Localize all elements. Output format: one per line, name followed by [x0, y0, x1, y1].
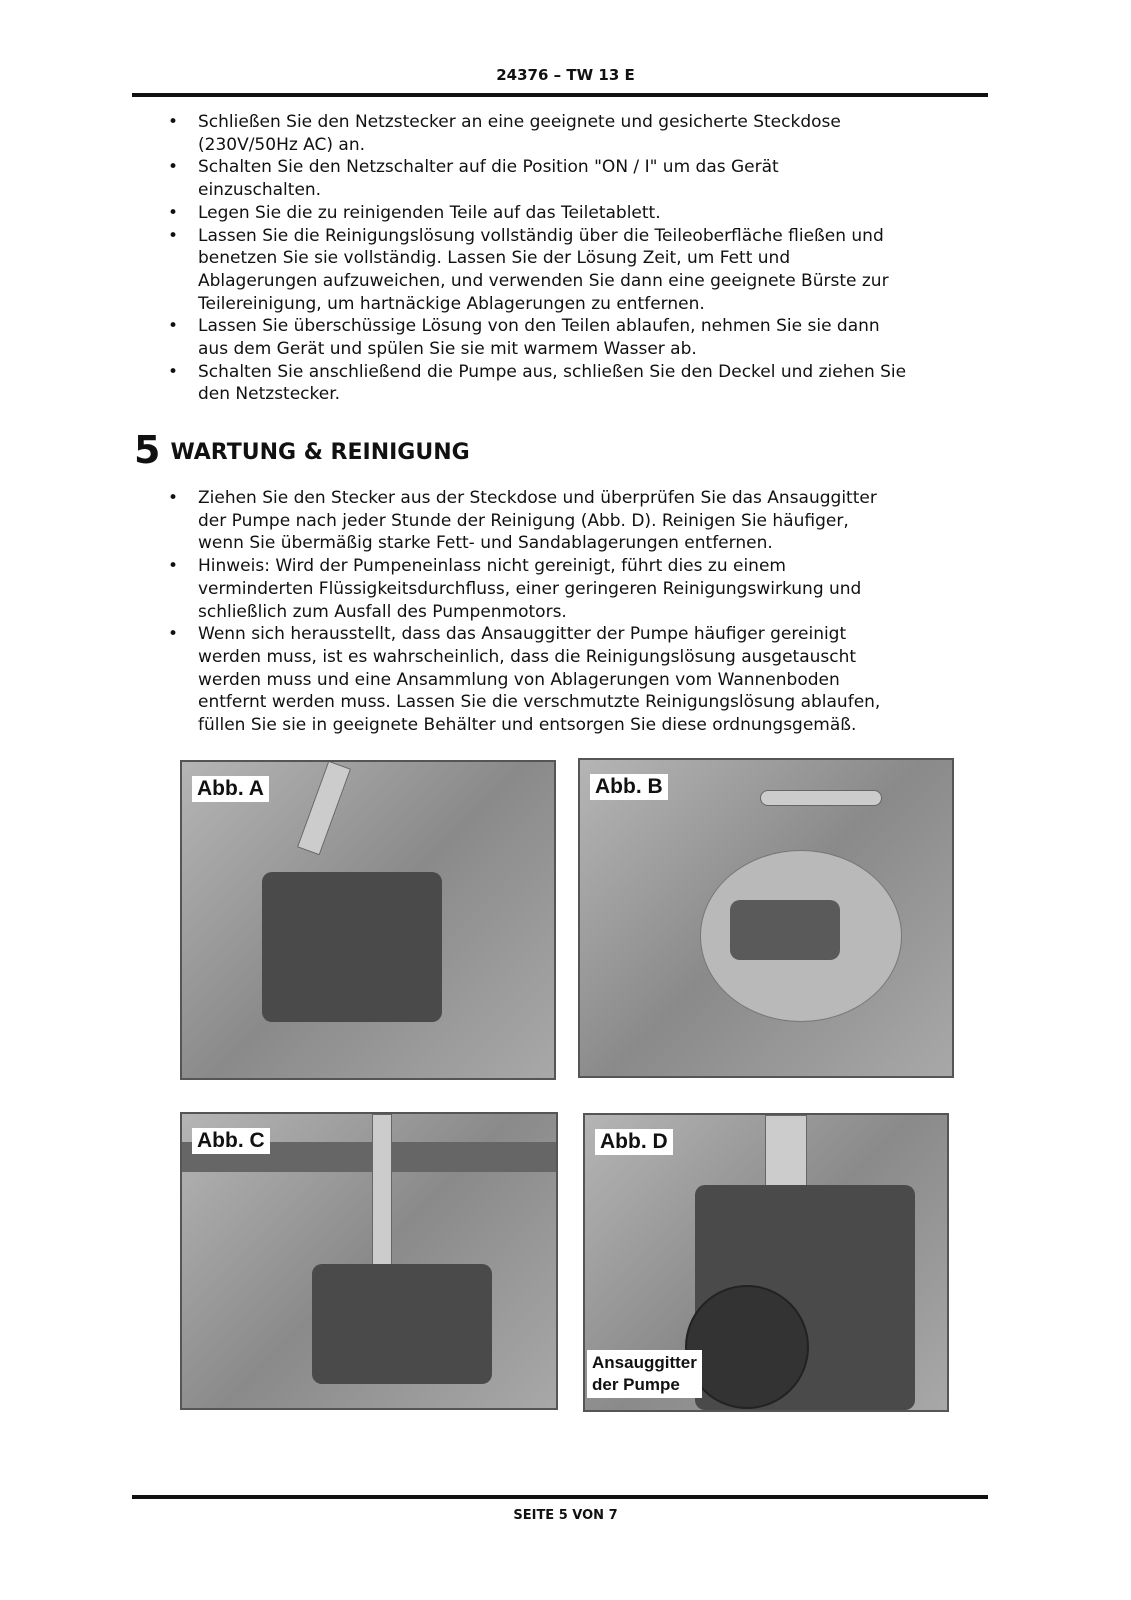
page-number: SEITE 5 VON 7 — [513, 1508, 618, 1523]
list-item — [164, 111, 994, 156]
figure-b — [578, 758, 954, 1078]
list-item-text: benetzen Sie sie vollständig. Lassen Sie der Lösung Zeit, um Fett und — [198, 248, 791, 269]
bullet-icon: • — [168, 202, 179, 223]
pump-image — [262, 872, 442, 1022]
bullet-icon: • — [168, 225, 179, 246]
bullet-icon: • — [168, 316, 179, 337]
intake-grille — [685, 1285, 809, 1409]
list-item — [164, 202, 994, 225]
figure-label: Abb. D — [595, 1129, 673, 1155]
list-item-text: Hinweis: Wird der Pumpeneinlass nicht gereinigt, führt dies zu einem — [198, 556, 786, 577]
list-item-text: der Pumpe nach jeder Stunde der Reinigung (Abb. D). Reinigen Sie häufiger, — [198, 510, 849, 531]
list-item-text: füllen Sie sie in geeignete Behälter und entsorgen Sie diese ordnungsgemäß. — [198, 715, 857, 736]
list-item — [164, 555, 994, 623]
list-item-text: verminderten Flüssigkeitsdurchfluss, einer geringeren Reinigungswirkung und — [198, 578, 862, 599]
section-heading — [134, 428, 470, 472]
header-rule — [132, 93, 988, 97]
list-item-text: Ablagerungen aufzuweichen, und verwenden Sie dann eine geeignete Bürste zur — [198, 270, 889, 291]
pump-image — [312, 1264, 492, 1384]
list-item-text: Schließen Sie den Netzstecker an eine geeignete und gesicherte Steckdose — [198, 112, 841, 132]
intake-callout — [587, 1350, 702, 1398]
list-item-text: Lassen Sie überschüssige Lösung von den Teilen ablaufen, nehmen Sie sie dann — [198, 316, 880, 337]
list-item-text: den Netzstecker. — [198, 384, 341, 405]
figure-label: Abb. A — [192, 776, 269, 802]
document-header: 24376 – TW 13 E — [496, 66, 635, 84]
bullet-icon: • — [168, 112, 179, 132]
list-item-text: Legen Sie die zu reinigenden Teile auf das Teiletablett. — [198, 202, 661, 223]
bullet-icon: • — [168, 556, 179, 577]
list-item-text: einzuschalten. — [198, 180, 322, 201]
callout-line: Ansauggitter — [592, 1353, 697, 1372]
footer-rule — [132, 1495, 988, 1499]
figure-c — [180, 1112, 558, 1410]
list-item — [164, 487, 994, 555]
section-title: WARTUNG & REINIGUNG — [170, 440, 470, 465]
list-item-text: werden muss und eine Ansammlung von Ablagerungen vom Wannenboden — [198, 669, 840, 690]
list-item — [164, 361, 994, 406]
bullet-icon: • — [168, 157, 179, 178]
figure-label: Abb. C — [192, 1128, 270, 1154]
callout-line: der Pumpe — [592, 1375, 680, 1394]
list-item — [164, 156, 994, 201]
list-item-text: entfernt werden muss. Lassen Sie die verschmutzte Reinigungslösung ablaufen, — [198, 692, 881, 713]
list-item-text: Lassen Sie die Reinigungslösung vollständig über die Teileoberfläche fließen und — [198, 225, 884, 246]
list-item-text: (230V/50Hz AC) an. — [198, 134, 366, 155]
section-number: 5 — [134, 428, 161, 472]
list-item-text: aus dem Gerät und spülen Sie sie mit warmem Wasser ab. — [198, 339, 697, 360]
list-item-text: wenn Sie übermäßig starke Fett- und Sandablagerungen entfernen. — [198, 533, 773, 554]
list-item-text: Teilereinigung, um hartnäckige Ablagerungen zu entfernen. — [198, 293, 705, 314]
list-item-text: Schalten Sie den Netzschalter auf die Position "ON / I" um das Gerät — [198, 157, 779, 178]
instruction-list — [164, 111, 994, 406]
list-item-text: Schalten Sie anschließend die Pumpe aus, schließen Sie den Deckel und ziehen Sie — [198, 361, 907, 382]
bullet-icon: • — [168, 361, 179, 382]
figure-a — [180, 760, 556, 1080]
list-item-text: werden muss, ist es wahrscheinlich, dass die Reinigungslösung ausgetauscht — [198, 646, 857, 667]
maintenance-list — [164, 487, 994, 737]
figure-d — [583, 1113, 949, 1412]
list-item — [164, 315, 994, 360]
list-item-text: Wenn sich herausstellt, dass das Ansauggitter der Pumpe häufiger gereinigt — [198, 624, 847, 645]
list-item-text: Ziehen Sie den Stecker aus der Steckdose und überprüfen Sie das Ansauggitter — [198, 488, 877, 508]
bullet-icon: • — [168, 488, 179, 508]
list-item-text: schließlich zum Ausfall des Pumpenmotors. — [198, 601, 567, 622]
figure-label: Abb. B — [590, 774, 668, 800]
list-item — [164, 225, 994, 316]
list-item — [164, 623, 994, 737]
bullet-icon: • — [168, 624, 179, 645]
